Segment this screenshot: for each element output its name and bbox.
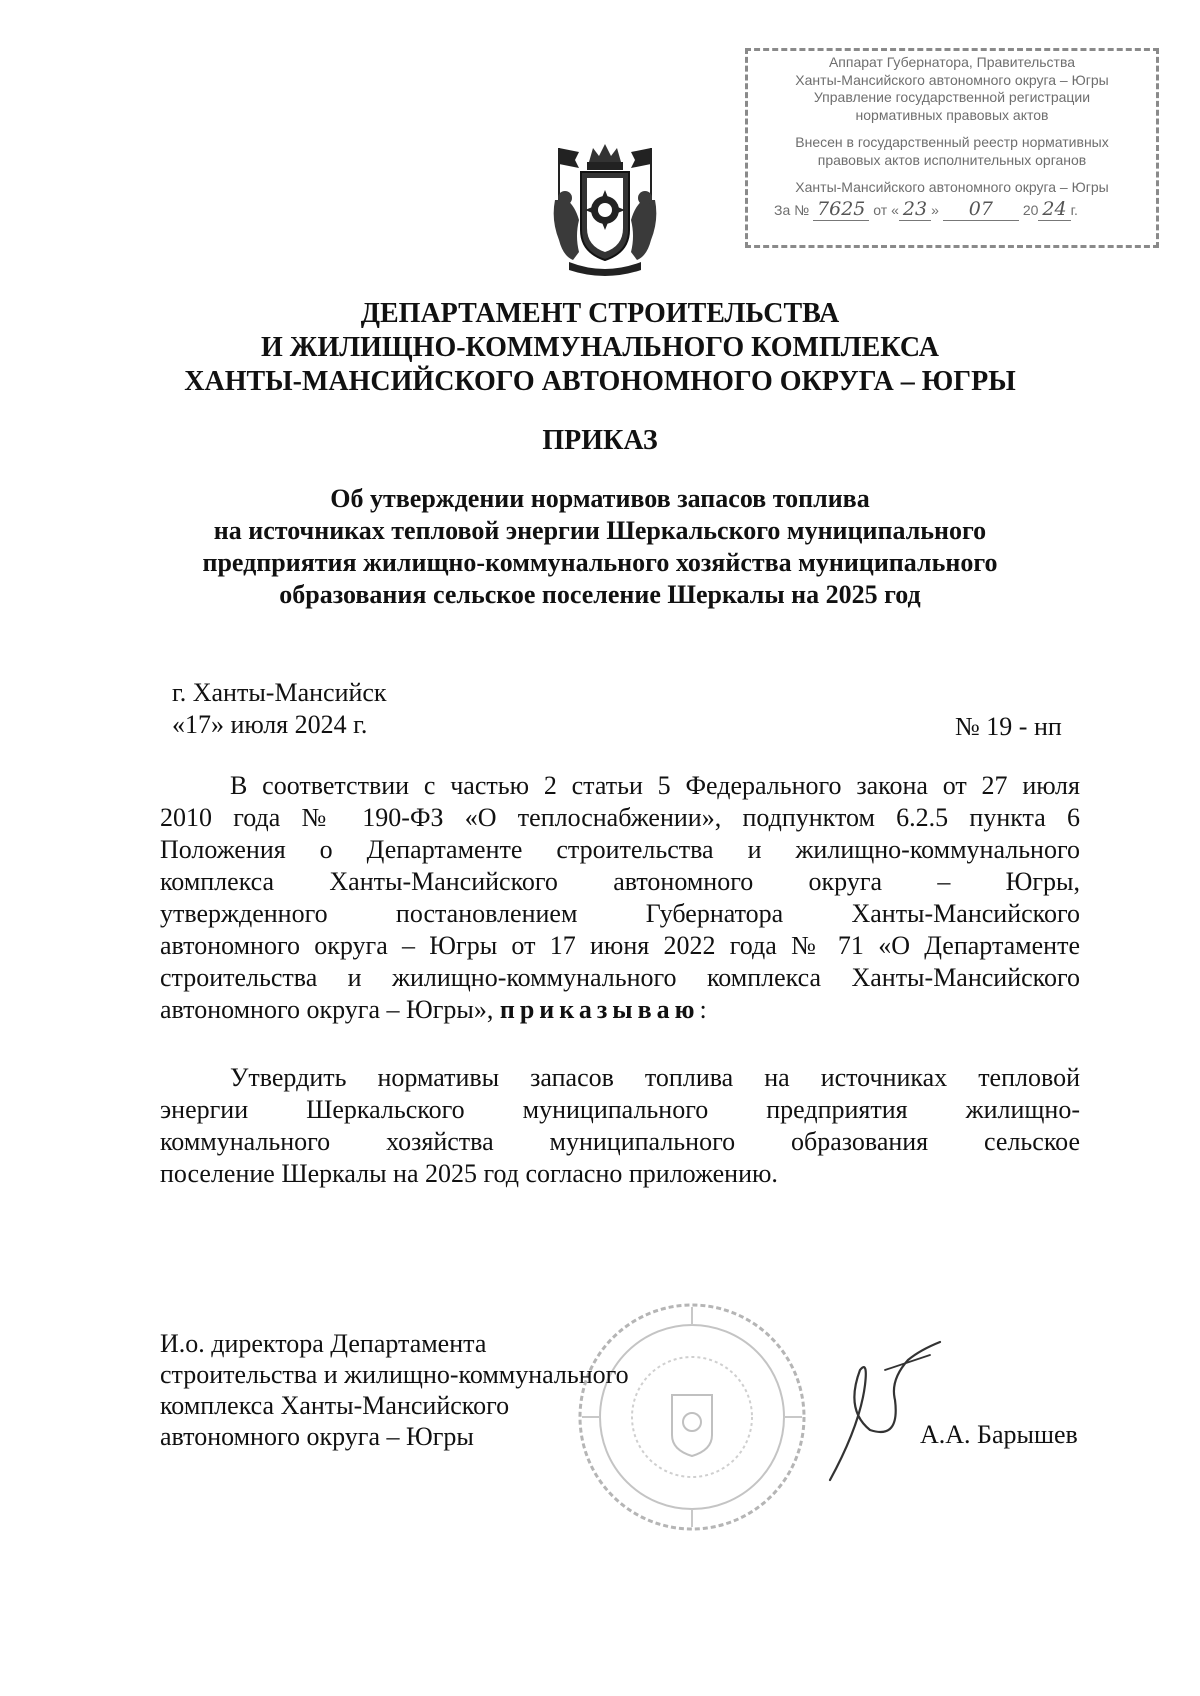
stamp-line: Внесен в государственный реестр нормативных [795,134,1109,150]
stamp-line: правовых актов исполнительных органов [817,151,1087,168]
paragraph-line: комплекса Ханты-Мансийского автономного округа – Югры, [160,867,1080,896]
coat-of-arms-emblem [549,140,661,280]
subject-line: предприятия жилищно-коммунального хозяйства муниципального [202,548,998,577]
subject-line: на источниках тепловой энергии Шеркальского муниципального [213,516,987,545]
signatory-title-line: И.о. директора Департамента [160,1329,487,1358]
stamp-line: нормативных правовых актов [855,106,1049,123]
handwritten-signature [790,1330,965,1505]
department-line: ДЕПАРТАМЕНТ СТРОИТЕЛЬСТВА [360,298,840,329]
subject-line: образования сельское поселение Шеркалы на 2025 год [279,580,921,609]
stamp-day: 23 [899,198,931,221]
paragraph-line: энергии Шеркальского муниципального предприятия жилищно- [160,1095,1080,1124]
paragraph-line [160,994,1080,1026]
department-line: ХАНТЫ-МАНСИЙСКОГО АВТОНОМНОГО ОКРУГА – ЮГРЫ [184,366,1016,397]
stamp-year-prefix: 20 [1022,201,1039,218]
stamp-from-label: от « [873,201,899,218]
stamp-year-end: г. [1070,201,1078,218]
document-type: ПРИКАЗ [542,425,658,456]
department-header [0,297,1200,399]
signatory-title-line: комплекса Ханты-Мансийского [160,1391,510,1420]
paragraph-line: Положения о Департаменте строительства и жилищно-коммунального [160,835,1080,864]
preamble-paragraph [160,770,1080,1026]
stamp-month: 07 [943,198,1019,221]
document-date: «17» июля 2024 г. [172,710,368,739]
signatory-title [160,1328,629,1452]
stamp-year-suffix: 24 [1038,198,1070,221]
signatory-title-line: автономного округа – Югры [160,1422,474,1451]
stamp-line: Ханты-Мансийского автономного округа – Югры [795,179,1109,195]
stamp-line: Управление государственной регистрации [813,89,1091,105]
signatory-title-line: строительства и жилищно-коммунального [160,1360,629,1389]
stamp-day-close: » [931,201,939,218]
document-place: г. Ханты-Мансийск [172,678,387,707]
paragraph-line: строительства и жилищно-коммунального комплекса Ханты-Мансийского [160,963,1080,992]
registration-stamp [745,48,1159,248]
paragraph-line: утвержденного постановлением Губернатора Ханты-Мансийского [160,899,1080,928]
stamp-registration-number [754,197,1150,220]
stamp-line: Ханты-Мансийского автономного округа – Югры [795,71,1109,88]
resolution-paragraph [160,1062,1080,1190]
document-subject [0,483,1200,611]
paragraph-line: автономного округа – Югры от 17 июня 2022 года № 71 «О Департаменте [160,931,1080,960]
paragraph-text: автономного округа – Югры», [160,995,500,1024]
paragraph-line: 2010 года № 190-ФЗ «О теплоснабжении», подпунктом 6.2.5 пункта 6 [160,803,1080,832]
paragraph-line: коммунального хозяйства муниципального образования сельское [160,1127,1080,1156]
stamp-line: Аппарат Губернатора, Правительства [828,54,1076,70]
stamp-num-value: 7625 [813,198,869,221]
order-keyword: приказываю [499,995,700,1024]
document-number: № 19 - нп [955,712,1062,741]
paragraph-line: Утвердить нормативы запасов топлива на источниках тепловой [230,1063,1080,1092]
paragraph-line: В соответствии с частью 2 статьи 5 Федерального закона от 27 июля [230,771,1080,800]
stamp-num-prefix: За № [774,201,810,218]
department-line: И ЖИЛИЩНО-КОММУНАЛЬНОГО КОМПЛЕКСА [261,332,939,363]
paragraph-text: : [699,995,707,1024]
signatory-name: А.А. Барышев [920,1420,1078,1449]
subject-line: Об утверждении нормативов запасов топлива [330,484,870,513]
paragraph-line: поселение Шеркалы на 2025 год согласно приложению. [160,1159,778,1188]
